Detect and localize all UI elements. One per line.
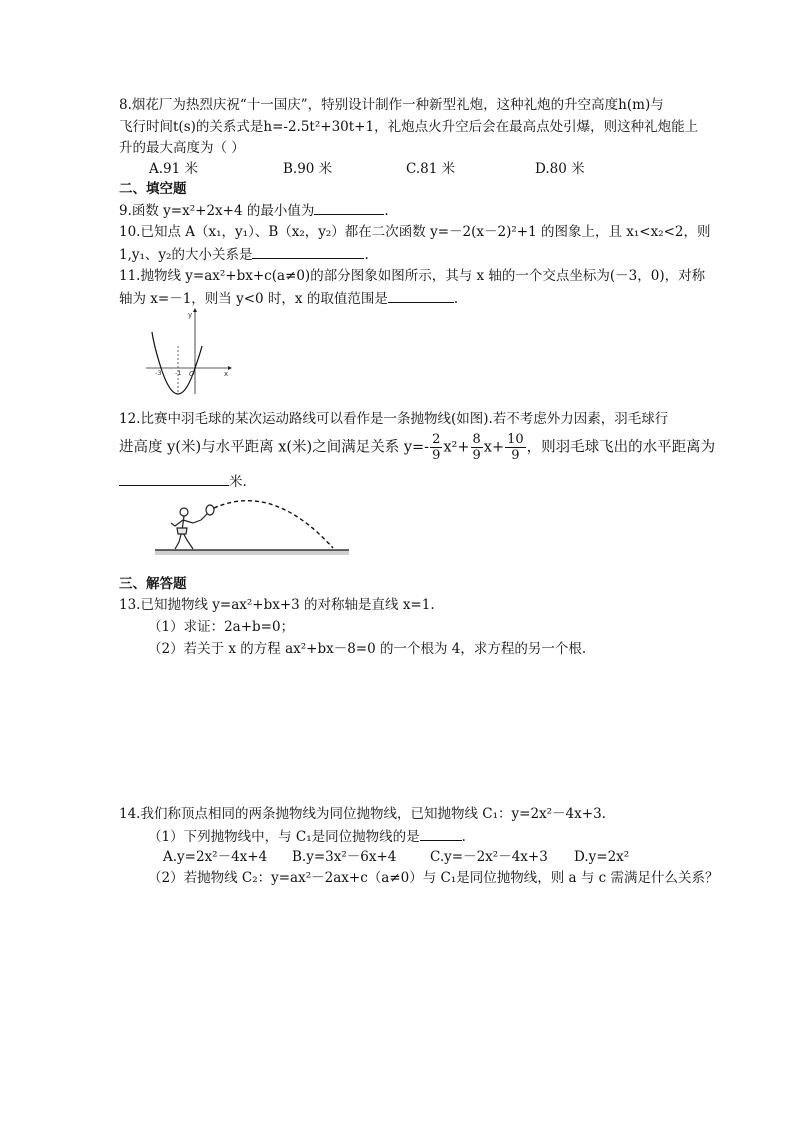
q8-option-a: A.91 米 [149, 161, 199, 177]
q14-part1-end: . [461, 829, 466, 845]
badminton-illustration [153, 498, 353, 560]
tick-neg1: -1 [175, 369, 182, 377]
q12-line2 [119, 432, 715, 463]
q14-part2: （2）若抛物线 C₂：y=ax²－2ax+c（a≠0）与 C₁是同位抛物线，则 a 与 c 需满足什么关系？ [148, 870, 719, 886]
section2-heading: 二、填空题 [119, 181, 187, 197]
q10-text: 1,y₁、y₂的大小关系是 [119, 247, 253, 263]
shuttle-trajectory [214, 501, 333, 548]
q12-line1: 12.比赛中羽毛球的某次运动路线可以看作是一条抛物线(如图).若不考虑外力因素，羽毛球行 [119, 411, 669, 427]
q14-option-a: A.y=2x²－4x+4 [163, 849, 268, 865]
q8-line1: 8.烟花厂为热烈庆祝“十一国庆”，特别设计制作一种新型礼炮，这种礼炮的升空高度h(m)与 [119, 97, 664, 113]
q12-end: 米. [229, 474, 247, 490]
q9-answer-blank[interactable] [314, 201, 384, 215]
racket-handle [201, 514, 207, 520]
q10-answer-blank[interactable] [252, 245, 364, 259]
parabola-curve [152, 332, 202, 394]
q12-text-post: ，则羽毛球飞出的水平距离为 [526, 439, 716, 456]
q13-part2: （2）若关于 x 的方程 ax²+bx－8=0 的一个根为 4，求方程的另一个根. [148, 641, 587, 657]
q12-line3 [119, 472, 247, 491]
q8-line2: 飞行时间t(s)的关系式是h=-2.5t²+30t+1，礼炮点火升空后会在最高点处引爆，则这种礼炮能上 [119, 119, 699, 135]
y-axis-arrow [193, 308, 197, 312]
x-axis-arrow [228, 366, 232, 370]
q12-term2: x+ [483, 439, 505, 456]
q11-end: . [453, 291, 459, 307]
q14-answer-blank[interactable] [420, 827, 462, 841]
q13-line1: 13.已知抛物线 y=ax²+bx+3 的对称轴是直线 x=1. [119, 597, 435, 613]
tick-neg3: -3 [155, 369, 162, 377]
q11-line1: 11.抛物线 y=ax²+bx+c(a≠0)的部分图象如图所示，其与 x 轴的一个交点坐标为(－3，0)，对称 [119, 268, 706, 284]
q10-line1: 10.已知点 A（x₁，y₁）、B（x₂，y₂）都在二次函数 y=－2(x－2)²+1 的图象上，且 x₁<x₂<2，则 [119, 224, 711, 240]
q12-term1: x²+ [443, 439, 470, 456]
origin-label: O [189, 370, 195, 378]
q9-end: . [384, 203, 389, 219]
q9-line [119, 201, 389, 220]
q14-option-c: C.y=－2x²－4x+3 [430, 849, 548, 865]
q8-line3: 升的最大高度为（ ） [119, 140, 245, 156]
q8-option-d: D.80 米 [535, 161, 585, 177]
q11-answer-blank[interactable] [388, 289, 454, 303]
q12-answer-blank[interactable] [119, 472, 229, 486]
q14-option-b: B.y=3x²－6x+4 [292, 849, 397, 865]
fraction-10-9: $\frac{10}{9}$ [507, 432, 524, 463]
q13-part1: （1）求证：2a+b=0； [148, 619, 295, 635]
q8-option-b: B.90 米 [283, 161, 333, 177]
q14-line1: 14.我们称顶点相同的两条抛物线为同位抛物线，已知抛物线 C₁：y=2x²－4x+3. [119, 806, 606, 822]
q11-parabola-graph [144, 306, 236, 396]
racket-head [206, 505, 214, 515]
q14-part1 [148, 827, 466, 846]
q10-line2 [119, 245, 369, 264]
q9-text: 9.函数 y=x²+2x+4 的最小值为 [119, 203, 315, 219]
q8-option-c: C.81 米 [406, 161, 456, 177]
q14-option-d: D.y=2x² [574, 849, 630, 865]
fraction-8-9: $\frac{8}{9}$ [472, 432, 481, 463]
q14-part1-text: （1）下列抛物线中，与 C₁是同位抛物线的是 [148, 829, 420, 845]
fraction-2-9: $\frac{2}{9}$ [432, 432, 441, 463]
y-axis-label: y [188, 311, 193, 319]
x-axis-label: x [224, 370, 229, 378]
q11-text: 轴为 x=－1，则当 y<0 时，x 的取值范围是 [119, 291, 388, 307]
section3-heading: 三、解答题 [119, 576, 187, 592]
ground-hatch [155, 550, 349, 555]
q10-end: . [364, 247, 369, 263]
player-figure [171, 508, 201, 549]
q12-text-pre: 进高度 y(米)与水平距离 x(米)之间满足关系 y=- [119, 439, 430, 456]
